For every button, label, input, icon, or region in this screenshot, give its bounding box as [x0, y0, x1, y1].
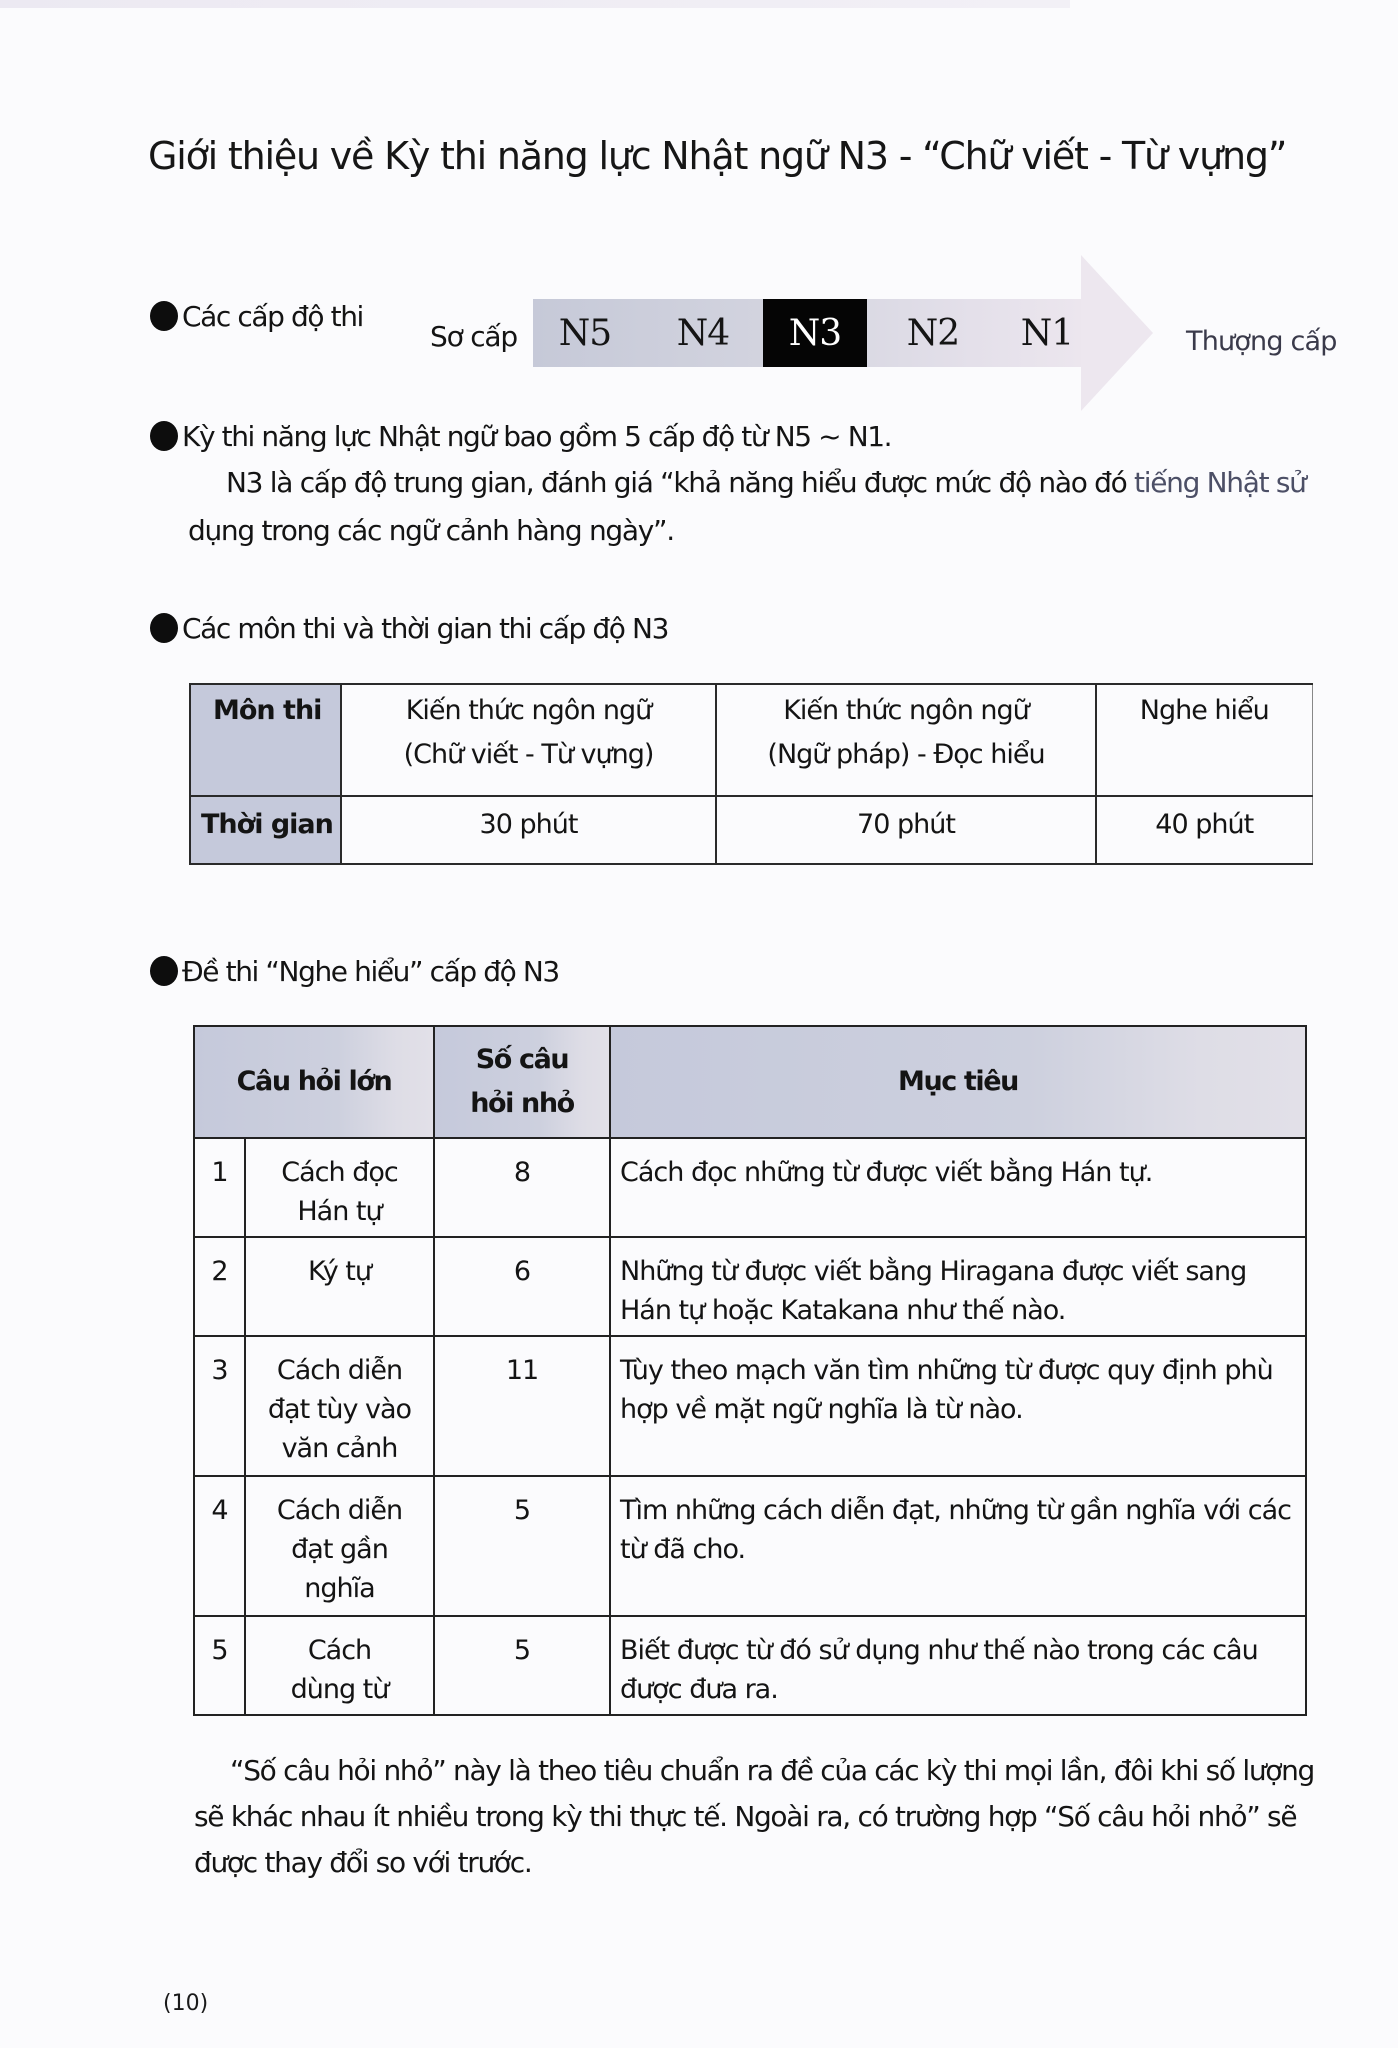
column-header-goal: Mục tiêu	[610, 1026, 1306, 1138]
bullet-icon	[150, 613, 178, 643]
table-row	[194, 1616, 1306, 1715]
question-name: Cách dùng từ	[245, 1616, 434, 1715]
question-count: 5	[434, 1476, 610, 1616]
question-count: 6	[434, 1237, 610, 1336]
listening-table	[193, 1025, 1307, 1716]
table-row	[194, 1138, 1306, 1237]
levels-heading-text: Các cấp độ thi	[182, 300, 363, 333]
column-header-count: Số câu hỏi nhỏ	[434, 1026, 610, 1138]
subjects-heading-text: Các môn thi và thời gian thi cấp độ N3	[182, 612, 668, 645]
time-row	[190, 796, 1312, 864]
listening-table-header	[194, 1026, 1306, 1138]
question-goal: Cách đọc những từ được viết bằng Hán tự.	[610, 1138, 1306, 1237]
question-goal: Tùy theo mạch văn tìm những từ được quy định phù hợp về mặt ngữ nghĩa là từ nào.	[610, 1336, 1306, 1476]
subject-detail: (Ngữ pháp) - Đọc hiểu	[767, 739, 1045, 770]
question-goal: Biết được từ đó sử dụng như thế nào trong các câu được đưa ra.	[610, 1616, 1306, 1715]
advanced-label: Thượng cấp	[1186, 326, 1337, 357]
listening-heading-text: Đề thi “Nghe hiểu” cấp độ N3	[182, 955, 559, 988]
subject-name: Nghe hiểu	[1139, 695, 1269, 726]
subject-detail: (Chữ viết - Từ vựng)	[403, 739, 654, 770]
level-n2: N2	[906, 312, 960, 354]
subject-name: Kiến thức ngôn ngữ	[783, 695, 1029, 726]
beginner-label: Sơ cấp	[430, 320, 517, 353]
question-name: Ký tự	[245, 1237, 434, 1336]
listening-heading	[150, 955, 559, 988]
question-goal: Những từ được viết bằng Hiragana được viết sang Hán tự hoặc Katakana như thế nào.	[610, 1237, 1306, 1336]
bullet-icon	[150, 301, 178, 331]
time-cell: 40 phút	[1096, 796, 1312, 864]
column-header-question: Câu hỏi lớn	[194, 1026, 434, 1138]
time-cell: 70 phút	[716, 796, 1096, 864]
intro-line-1-main: N3 là cấp độ trung gian, đánh giá “khả năng hiểu được mức độ nào đó	[226, 466, 1135, 499]
intro-heading-text: Kỳ thi năng lực Nhật ngữ bao gồm 5 cấp độ từ N5 ~ N1.	[182, 420, 892, 453]
question-name: Cách diễn đạt gần nghĩa	[245, 1476, 434, 1616]
table-row	[194, 1237, 1306, 1336]
question-count: 5	[434, 1616, 610, 1715]
subject-name: Kiến thức ngôn ngữ	[405, 695, 652, 726]
subjects-table	[189, 683, 1313, 865]
footnote-paragraph: “Số câu hỏi nhỏ” này là theo tiêu chuẩn ra đề của các kỳ thi mọi lần, đôi khi số lượng sẽ khác nhau ít nhiều trong kỳ thi thực tế. Ngoài ra, có trường hợp “Số câu hỏi nhỏ” sẽ được thay đổi so với trước.	[194, 1754, 1315, 1879]
subject-cell	[716, 684, 1096, 796]
table-row	[194, 1476, 1306, 1616]
time-cell: 30 phút	[341, 796, 716, 864]
question-count: 8	[434, 1138, 610, 1237]
level-arrow	[533, 255, 1153, 415]
question-goal: Tìm những cách diễn đạt, những từ gần nghĩa với các từ đã cho.	[610, 1476, 1306, 1616]
page-number: (10)	[163, 1991, 209, 2016]
bullet-icon	[150, 421, 178, 451]
question-number: 2	[194, 1237, 245, 1336]
subject-cell	[1096, 684, 1312, 796]
question-number: 3	[194, 1336, 245, 1476]
subject-cell	[341, 684, 716, 796]
scan-edge-shadow	[0, 0, 1070, 8]
subjects-heading	[150, 612, 668, 645]
levels-heading	[150, 300, 363, 333]
level-n4: N4	[676, 312, 730, 354]
intro-heading	[150, 420, 891, 453]
level-n3-highlighted: N3	[763, 299, 867, 367]
question-number: 4	[194, 1476, 245, 1616]
question-count: 11	[434, 1336, 610, 1476]
intro-line-1	[226, 466, 1306, 499]
page-title: Giới thiệu về Kỳ thi năng lực Nhật ngữ N3 - “Chữ viết - Từ vựng”	[148, 134, 1287, 178]
question-name: Cách đọc Hán tự	[245, 1138, 434, 1237]
intro-line-2: dụng trong các ngữ cảnh hàng ngày”.	[188, 514, 674, 547]
question-number: 1	[194, 1138, 245, 1237]
bullet-icon	[150, 956, 178, 986]
level-n1: N1	[1020, 312, 1074, 354]
level-n5: N5	[558, 312, 612, 354]
intro-line-1-faded: tiếng Nhật sử	[1134, 466, 1306, 499]
row-header-time: Thời gian	[190, 796, 341, 864]
question-number: 5	[194, 1616, 245, 1715]
table-row	[194, 1336, 1306, 1476]
subjects-row	[190, 684, 1312, 796]
question-name: Cách diễn đạt tùy vào văn cảnh	[245, 1336, 434, 1476]
row-header-subject: Môn thi	[190, 684, 341, 796]
